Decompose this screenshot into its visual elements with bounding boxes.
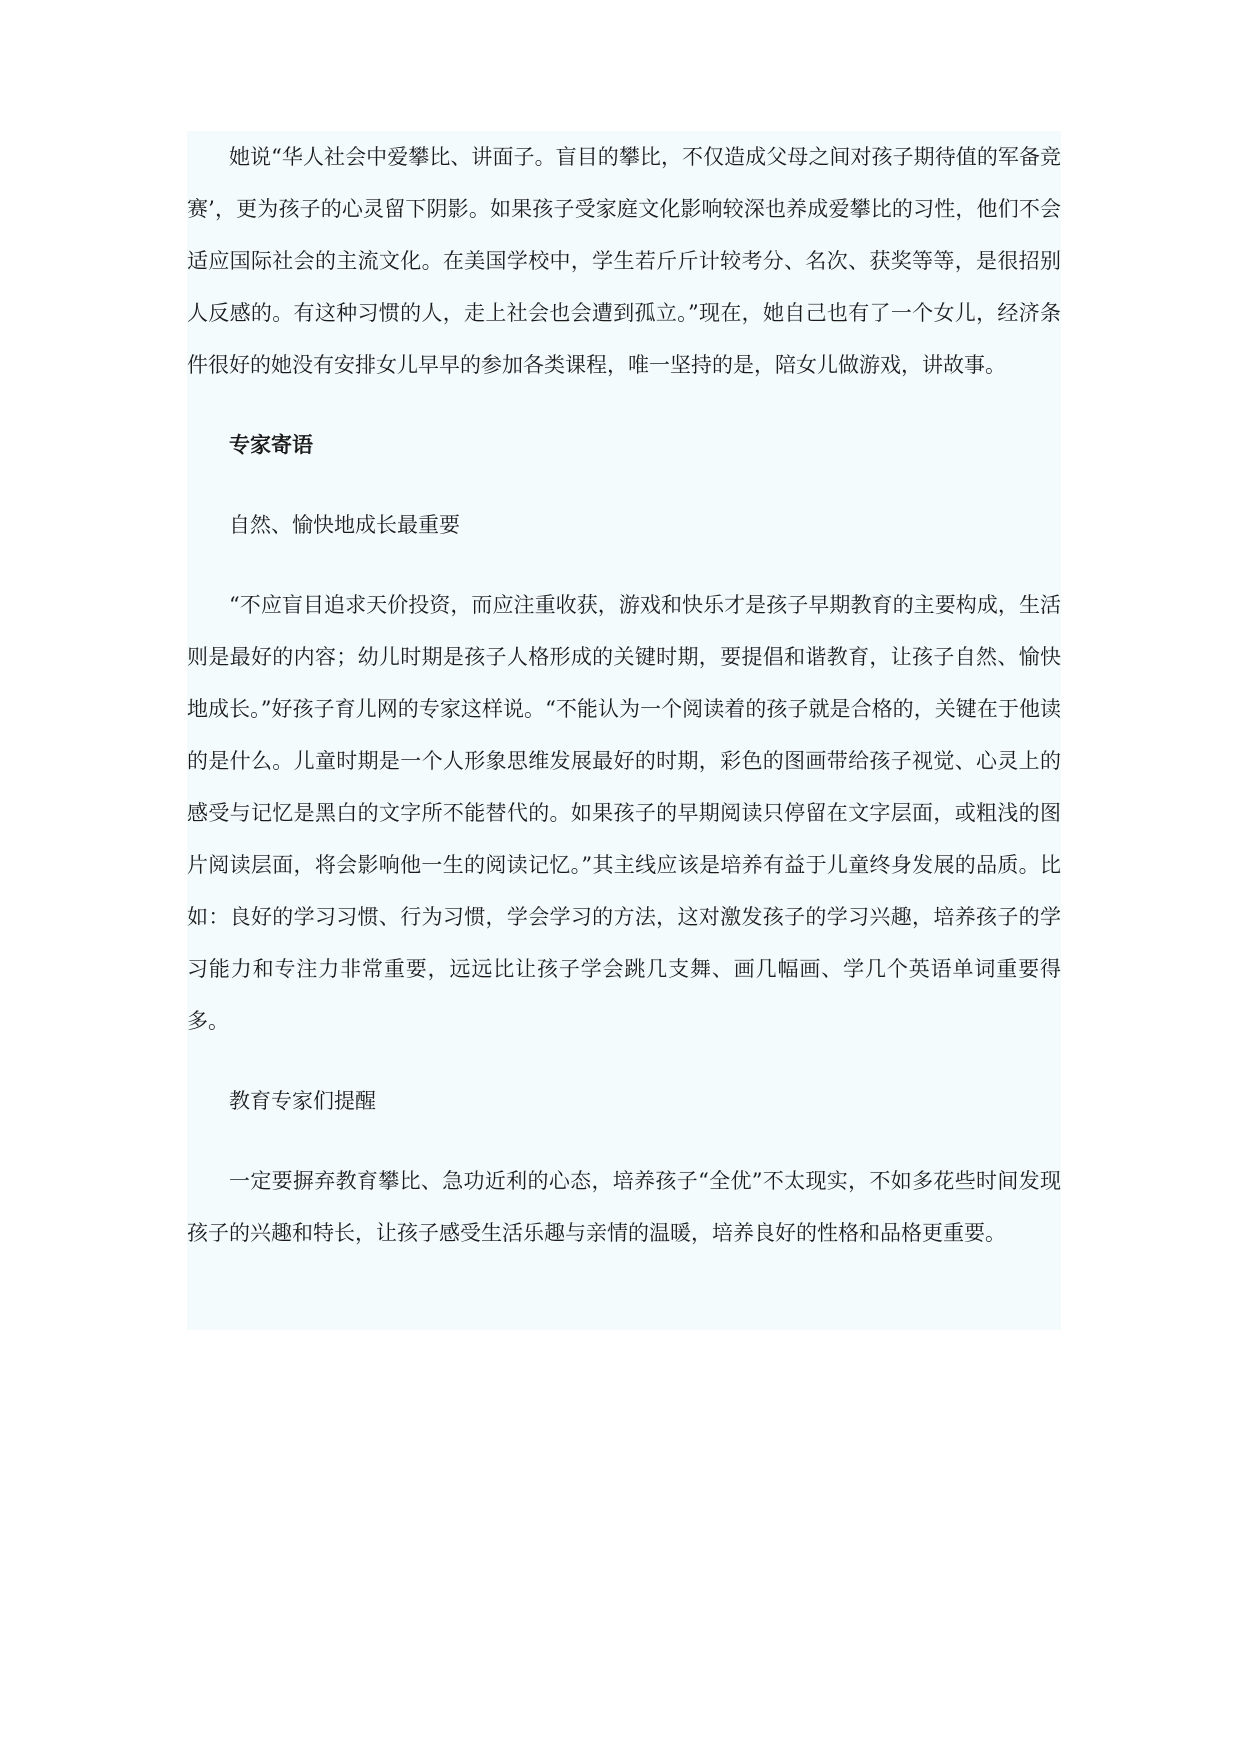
paragraph-expert-quote: “不应盲目追求天价投资，而应注重收获，游戏和快乐才是孩子早期教育的主要构成，生活则是最好的内容；幼儿时期是孩子人格形成的关键时期，要提倡和谐教育，让孩子自然、愉快地成长。”好孩子育儿网的专家这样说。“不能认为一个阅读着的孩子就是合格的，关键在于他读的是什么。儿童时期是一个人形象思维发展最好的时期，彩色的图画带给孩子视觉、心灵上的感受与记忆是黑白的文字所不能替代的。如果孩子的早期阅读只停留在文字层面，或粗浅的图片阅读层面，将会影响他一生的阅读记忆。”其主线应该是培养有益于儿童终身发展的品质。比如：良好的学习习惯、行为习惯，学会学习的方法，这对激发孩子的学习兴趣，培养孩子的学习能力和专注力非常重要，远远比让孩子学会跳几支舞、画几幅画、学几个英语单词重要得多。 (187, 593, 1061, 1033)
subheading-reminder: 教育专家们提醒 (229, 1089, 376, 1113)
spacer (187, 1047, 1061, 1075)
paragraph-intro: 她说“华人社会中爱攀比、讲面子。盲目的攀比，不仅造成父母之间对孩子期待值的军备竞赛’，更为孩子的心灵留下阴影。如果孩子受家庭文化影响较深也养成爱攀比的习性，他们不会适应国际社会的主流文化。在美国学校中，学生若斤斤计较考分、名次、获奖等等，是很招别人反感的。有这种习惯的人，走上社会也会遭到孤立。”现在，她自己也有了一个女儿，经济条件很好的她没有安排女儿早早的参加各类课程，唯一坚持的是，陪女儿做游戏，讲故事。 (187, 145, 1061, 377)
spacer (187, 471, 1061, 499)
section-heading: 专家寄语 (229, 432, 313, 457)
subheading-growth: 自然、愉快地成长最重要 (229, 513, 460, 537)
spacer (187, 551, 1061, 579)
paragraph-reminder: 一定要摒弃教育攀比、急功近利的心态，培养孩子“全优”不太现实，不如多花些时间发现孩子的兴趣和特长，让孩子感受生活乐趣与亲情的温暖，培养良好的性格和品格更重要。 (187, 1169, 1061, 1245)
spacer (187, 391, 1061, 419)
document-text-block (187, 131, 1061, 1330)
spacer (187, 1127, 1061, 1155)
